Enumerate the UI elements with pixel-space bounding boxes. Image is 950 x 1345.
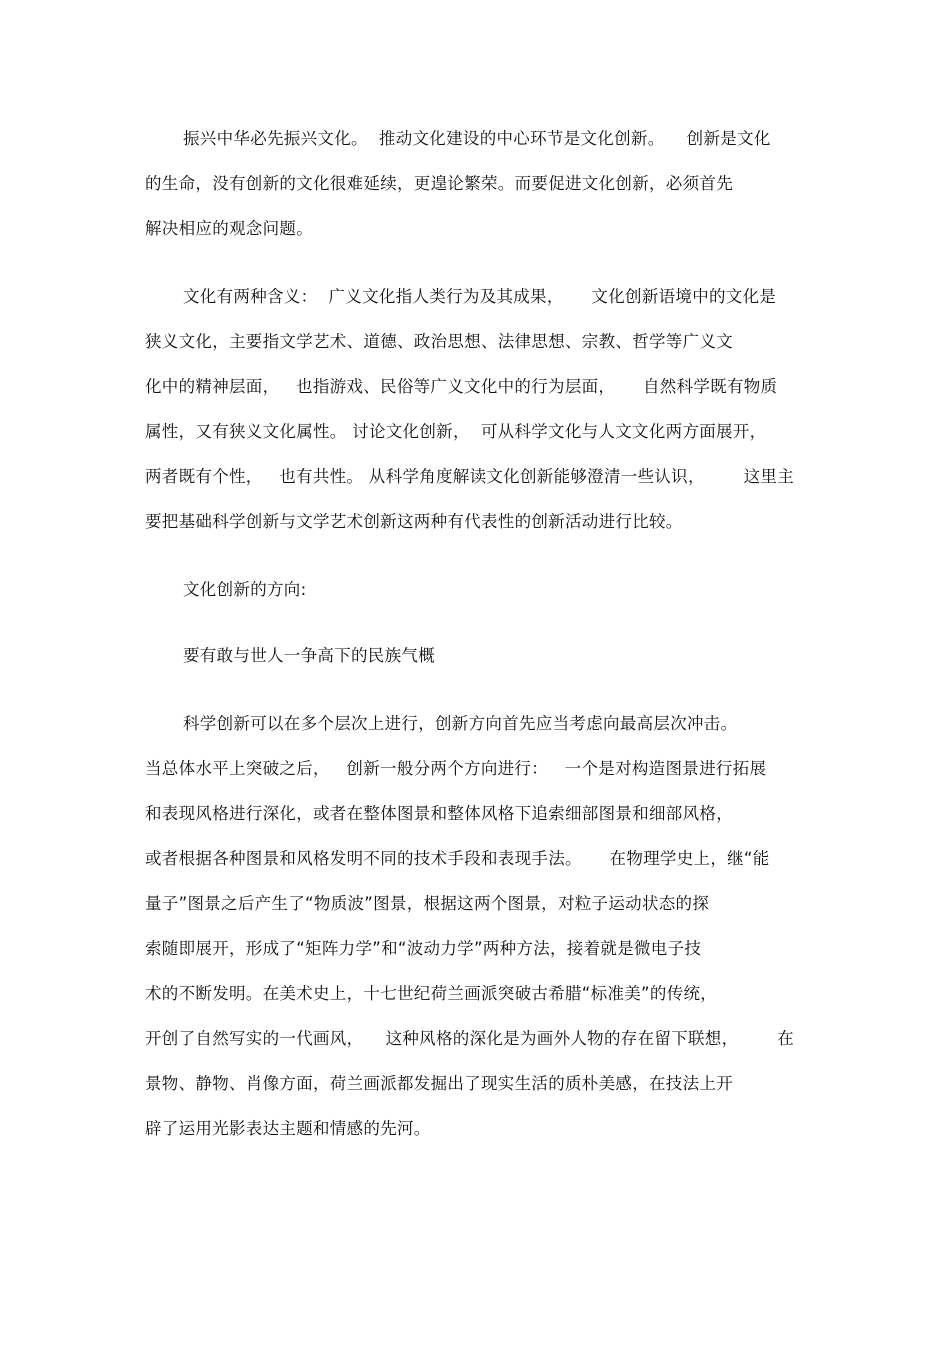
paragraph-2-line-1: 文化有两种含义： 广义文化指人类行为及其成果， 文化创新语境中的文化是: [183, 287, 777, 306]
section-heading-direction: 文化创新的方向:: [183, 580, 307, 599]
paragraph-5-line-10: 辟了运用光影表达主题和情感的先河。: [145, 1119, 431, 1138]
paragraph-2-line-3: 化中的精神层面， 也指游戏、民俗等广义文化中的行为层面， 自然科学既有物质: [145, 377, 778, 396]
section-subheading: 要有敢与世人一争高下的民族气概: [183, 646, 435, 665]
paragraph-5-line-9: 景物、静物、肖像方面，荷兰画派都发掘出了现实生活的质朴美感，在技法上开: [145, 1074, 733, 1093]
paragraph-5-line-4: 或者根据各种图景和风格发明不同的技术手段和表现手法。 在物理学史上，继“能: [145, 849, 770, 868]
paragraph-1-line-3: 解决相应的观念问题。: [145, 219, 313, 238]
paragraph-5-line-8: 开创了自然写实的一代画风， 这种风格的深化是为画外人物的存在留下联想， 在: [145, 1029, 794, 1048]
paragraph-5-line-2: 当总体水平上突破之后， 创新一般分两个方向进行： 一个是对构造图景进行拓展: [145, 759, 767, 778]
paragraph-2-line-2: 狭义文化，主要指文学艺术、道德、政治思想、法律思想、宗教、哲学等广义文: [145, 332, 733, 351]
paragraph-5-line-5: 量子”图景之后产生了“物质波”图景，根据这两个图景，对粒子运动状态的探: [145, 894, 710, 913]
paragraph-1-line-1: 振兴中华必先振兴文化。 推动文化建设的中心环节是文化创新。 创新是文化: [183, 129, 771, 148]
paragraph-2-line-6: 要把基础科学创新与文学艺术创新这两种有代表性的创新活动进行比较。: [145, 512, 683, 531]
paragraph-5-line-1: 科学创新可以在多个层次上进行，创新方向首先应当考虑向最高层次冲击。: [183, 714, 738, 733]
paragraph-5-line-3: 和表现风格进行深化，或者在整体图景和整体风格下追索细部图景和细部风格，: [145, 804, 733, 823]
paragraph-2-line-4: 属性，又有狭义文化属性。 讨论文化创新， 可从科学文化与人文文化两方面展开，: [145, 422, 767, 441]
paragraph-5-line-6: 索随即展开，形成了“矩阵力学”和“波动力学”两种方法，接着就是微电子技: [145, 939, 702, 958]
paragraph-5-line-7: 术的不断发明。在美术史上，十七世纪荷兰画派突破古希腊“标准美”的传统，: [145, 984, 718, 1003]
paragraph-2-line-5: 两者既有个性， 也有共性。 从科学角度解读文化创新能够澄清一些认识， 这里主: [145, 467, 794, 486]
paragraph-1-line-2: 的生命，没有创新的文化很难延续，更遑论繁荣。而要促进文化创新，必须首先: [145, 174, 733, 193]
